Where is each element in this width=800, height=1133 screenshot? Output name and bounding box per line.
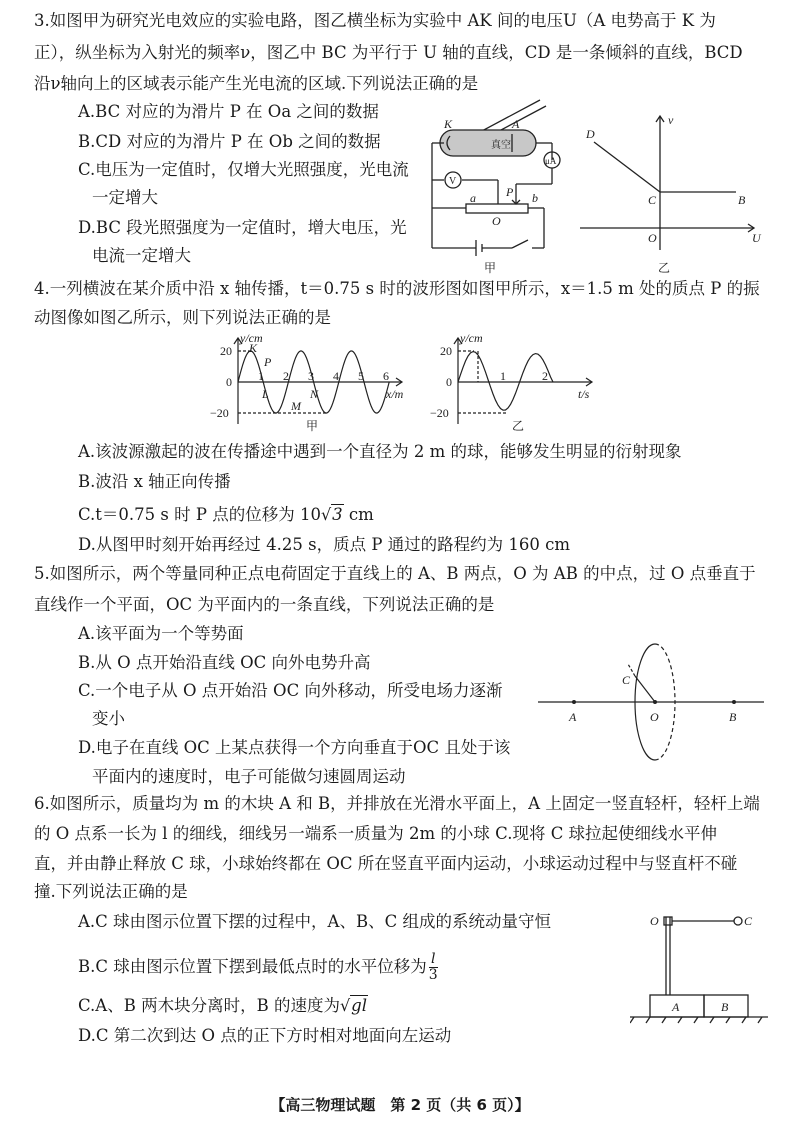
q3-stem-line2: 正），纵坐标为入射光的频率ν，图乙中 BC 为平行于 U 轴的直线，CD 是一条倾斜的直线，BCD: [34, 43, 743, 62]
label-c: C: [648, 193, 657, 207]
label-c: C: [622, 673, 631, 687]
label-k: K: [444, 117, 453, 131]
charge-b: [732, 700, 736, 704]
q5-option-c-line1: C.一个电子从 O 点开始沿 OC 向外移动，所受电场力逐渐: [78, 681, 503, 700]
q3-stem-line1: 3.如图甲为研究光电效应的实验电路，图乙横坐标为实验中 AK 间的电压U（A 电势高于 K 为: [34, 11, 716, 30]
y-tick-0: 0: [446, 375, 452, 389]
label-o: O: [650, 914, 659, 928]
label-a: A: [672, 1000, 680, 1014]
y-axis-label: y/cm: [240, 332, 263, 345]
point-k: K: [249, 341, 258, 355]
q6-stem-line1: 6.如图所示，质量均为 m 的木块 A 和 B，并排放在光滑水平面上，A 上固定一竖直轻杆，轻杆上端: [34, 794, 760, 813]
label-b: B: [729, 710, 737, 724]
line-oc: [635, 676, 655, 702]
q3-stem-line3: 沿ν轴向上的区域表示能产生光电流的区域.下列说法正确的是: [34, 74, 479, 93]
q3-option-d-line1: D.BC 段光照强度为一定值时，增大电压，光: [78, 218, 407, 237]
page-footer: 【高三物理试题 第 2 页（共 6 页）】: [270, 1096, 530, 1114]
q3-graph-figure: [576, 110, 766, 278]
caption-jia: 甲: [306, 419, 319, 432]
q5-stem-line1: 5.如图所示，两个等量同种正点电荷固定于直线上的 A、B 两点，O 为 AB 的中点，过 O 点垂直于: [34, 564, 756, 583]
caption-jia: 甲: [484, 261, 497, 274]
q5-stem-line2: 直线作一个平面，OC 为平面内的一条直线，下列说法正确的是: [34, 595, 495, 614]
y-tick-0: 0: [226, 375, 232, 389]
q5-charges-figure: [538, 642, 768, 774]
label-v: ν: [668, 113, 674, 127]
light-ray-1: [480, 100, 540, 132]
label-b-end: b: [532, 191, 538, 205]
q3-option-c-line1: C.电压为一定值时，仅增大光照强度，光电流: [78, 160, 409, 179]
label-o: O: [648, 231, 657, 245]
q5-option-d-line1: D.电子在直线 OC 上某点获得一个方向垂直于OC 且处于该: [78, 738, 511, 757]
ball-c: [734, 917, 742, 925]
q6-option-a: A.C 球由图示位置下摆的过程中，A、B、C 组成的系统动量守恒: [78, 912, 551, 931]
y-tick-neg20: −20: [210, 406, 229, 420]
q6-option-b-fraction: $\frac{l}{3}$: [428, 951, 438, 983]
y-tick-20: 20: [440, 344, 452, 358]
q4-option-c-radicand: 3: [332, 505, 343, 524]
q6-option-c: C.A、B 两木块分离时，B 的速度为√gl: [78, 996, 367, 1015]
q5-option-b: B.从 O 点开始沿直线 OC 向外电势升高: [78, 653, 371, 672]
q4-stem-line1: 4.一列横波在某介质中沿 x 轴传播，t＝0.75 s 时的波形图如图甲所示，x＝1.5 m 处的质点 P 的振: [34, 279, 760, 298]
x-tick-5: 5: [358, 369, 364, 383]
y-axis-label: y/cm: [460, 332, 483, 345]
caption-yi: 乙: [512, 419, 525, 432]
q3-circuit-figure: [420, 96, 570, 274]
point-m: M: [291, 399, 301, 413]
label-c: C: [744, 914, 753, 928]
charge-a: [572, 700, 576, 704]
q6-option-c-radicand: gl: [351, 996, 367, 1015]
q6-pendulum-figure: [630, 905, 770, 1025]
label-p: P: [506, 185, 514, 199]
q6-stem-line2: 的 O 点系一长为 l 的细线，细线另一端系一质量为 2m 的小球 C.现将 C 球拉起使细线水平伸: [34, 824, 718, 843]
q6-stem-line3: 直，并由静止释放 C 球，小球始终都在 OC 所在竖直平面内运动，小球运动过程中与竖直杆不碰: [34, 854, 738, 873]
q3-option-b: B.CD 对应的为滑片 P 在 Ob 之间的数据: [78, 132, 381, 151]
label-v: V: [449, 176, 457, 187]
label-a: A: [569, 710, 577, 724]
y-tick-neg20: −20: [430, 406, 449, 420]
label-b: B: [738, 193, 746, 207]
point-n: N: [310, 387, 319, 401]
line-cd: [594, 142, 660, 192]
vacuum-tube: [440, 130, 536, 156]
q3-option-c-line2: 一定增大: [92, 188, 158, 207]
q3-option-a: A.BC 对应的为滑片 P 在 Oa 之间的数据: [78, 102, 379, 121]
q4-option-d: D.从图甲时刻开始再经过 4.25 s，质点 P 通过的路程约为 160 cm: [78, 535, 571, 554]
q5-option-c-line2: 变小: [92, 709, 125, 728]
rheostat: [466, 204, 528, 213]
x-tick-6: 6: [383, 369, 389, 383]
point-l: L: [262, 387, 269, 401]
q6-stem-line4: 撞.下列说法正确的是: [34, 882, 188, 901]
point-o: [653, 700, 657, 704]
q4-option-a: A.该波源激起的波在传播途中遇到一个直径为 2 m 的球，能够发生明显的衍射现象: [78, 442, 682, 461]
q4-option-c: C.t＝0.75 s 时 P 点的位移为 10√3 cm: [78, 505, 374, 524]
q4-option-b: B.波沿 x 轴正向传播: [78, 472, 231, 491]
t-axis-label: t/s: [578, 387, 590, 401]
q3-option-d-line2: 电流一定增大: [92, 246, 191, 265]
label-d: D: [586, 127, 595, 141]
t-tick-1: 1: [500, 369, 506, 383]
caption-yi: 乙: [658, 261, 671, 275]
pivot-o: [664, 917, 672, 925]
label-u: U: [752, 231, 761, 245]
q4-vibration-figure: [430, 332, 600, 432]
y-tick-20: 20: [220, 344, 232, 358]
q6-option-b: B.C 球由图示位置下摆到最低点时的水平位移为 $\frac{l}{3}$: [78, 951, 438, 983]
x-tick-1: 1: [258, 369, 264, 383]
x-tick-3: 3: [308, 369, 314, 383]
q5-option-a: A.该平面为一个等势面: [78, 624, 244, 643]
switch: [512, 240, 528, 248]
x-tick-2: 2: [283, 369, 289, 383]
point-p: P: [264, 355, 272, 369]
q4-stem-line2: 动图像如图乙所示，则下列说法正确的是: [34, 308, 331, 327]
label-o: O: [492, 214, 501, 228]
label-ua: μA: [545, 156, 557, 166]
q5-option-d-line2: 平面内的速度时，电子可能做匀速圆周运动: [92, 767, 406, 786]
label-a: A: [512, 117, 520, 131]
q6-option-d: D.C 第二次到达 O 点的正下方时相对地面向左运动: [78, 1026, 452, 1045]
q4-waveform-figure: [210, 332, 410, 432]
label-vacuum: 真空: [491, 140, 511, 151]
x-axis-label: x/m: [386, 387, 404, 401]
t-tick-2: 2: [542, 369, 548, 383]
label-a-end: a: [470, 191, 476, 205]
label-b: B: [721, 1000, 729, 1014]
x-tick-4: 4: [333, 369, 339, 383]
label-o: O: [650, 710, 659, 724]
